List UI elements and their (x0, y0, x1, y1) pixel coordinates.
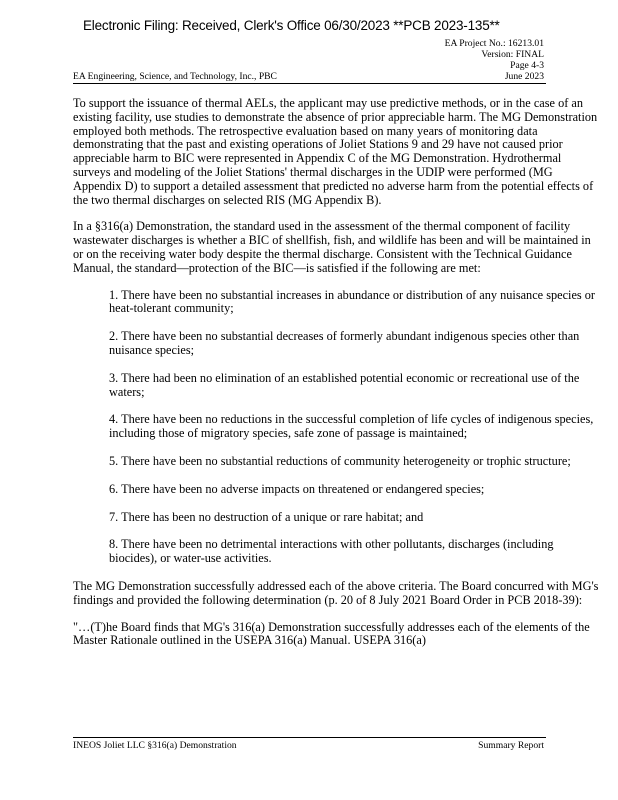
criteria-item: 2. There have been no substantial decreases of formerly abundant indigenous species other than nuisance species; (109, 329, 580, 357)
criteria-item: 4. There have been no reductions in the successful completion of life cycles of indigenous species, including those of migratory species, safe zone of passage is maintained; (109, 412, 594, 441)
criteria-item: 1. There have been no substantial increases in abundance or distribution of any nuisance species or heat-tolerant community; (109, 287, 596, 316)
version: Version: FINAL (481, 49, 544, 60)
document-date: June 2023 (504, 71, 544, 82)
criteria-item: 5. There have been no substantial reductions of community heterogeneity or trophic structure; (109, 453, 571, 468)
document-body (73, 97, 599, 661)
footer-report-type: Summary Report (478, 740, 544, 751)
page-number: Page 4-3 (510, 60, 544, 71)
project-number: EA Project No.: 16213.01 (444, 38, 544, 49)
paragraph-board-quote: "…(T)he Board finds that MG's 316(a) Demonstration successfully addresses each of the elements of the Master Rationale outlined in the USEPA 316(a) Manual. USEPA 316(a) (73, 619, 590, 648)
footer-divider (73, 737, 546, 738)
criteria-item: 7. There has been no destruction of a unique or rare habitat; and (109, 509, 424, 524)
document-metadata (445, 38, 544, 82)
paragraph-316a-standard: In a §316(a) Demonstration, the standard used in the assessment of the thermal component of facility wastewater discharges is whether a BIC of shellfish, fish, and wildlife has been and will be maintained in or on the receiving water body despite the thermal discharge. Consistent with the Technical Guidance Manual, the standard—protection of the BIC—is satisfied if the following are met: (73, 219, 591, 275)
header-divider (73, 83, 546, 84)
criteria-item: 8. There have been no detrimental interactions with other pollutants, discharges (including biocides), or water-use activities. (109, 537, 554, 566)
criteria-item: 6. There have been no adverse impacts on threatened or endangered species; (109, 481, 485, 496)
paragraph-board-concurrence: The MG Demonstration successfully addressed each of the above criteria. The Board concurred with MG's findings and provided the following determination (p. 20 of 8 July 2021 Board Order in PCB 2018-39): (73, 578, 599, 607)
company-name: EA Engineering, Science, and Technology, Inc., PBC (73, 71, 277, 82)
footer-document-title: INEOS Joliet LLC §316(a) Demonstration (73, 740, 237, 751)
criteria-item: 3. There had been no elimination of an established potential economic or recreational use of the waters; (109, 370, 580, 399)
filing-stamp: Electronic Filing: Received, Clerk's Office 06/30/2023 **PCB 2023-135** (83, 18, 500, 33)
paragraph-thermal-aels: To support the issuance of thermal AELs, the applicant may use predictive methods, or in the case of an existing facility, use studies to demonstrate the absence of prior appreciable harm. The MG Demonstration employed both methods. The retrospective evaluation based on many years of monitoring data demonstrating that the past and existing operations of Joliet Stations 9 and 29 have not caused prior appreciable harm to BIC were represented in Appendix C of the MG Demonstration. Hydrothermal surveys and modeling of the Joliet Stations' thermal discharges in the UDIP were performed (MG Appendix D) to support a detailed assessment that predicted no adverse harm from the potential effects of the two thermal discharges on selected RIS (MG Appendix B). (73, 96, 598, 207)
criteria-list (109, 289, 599, 566)
